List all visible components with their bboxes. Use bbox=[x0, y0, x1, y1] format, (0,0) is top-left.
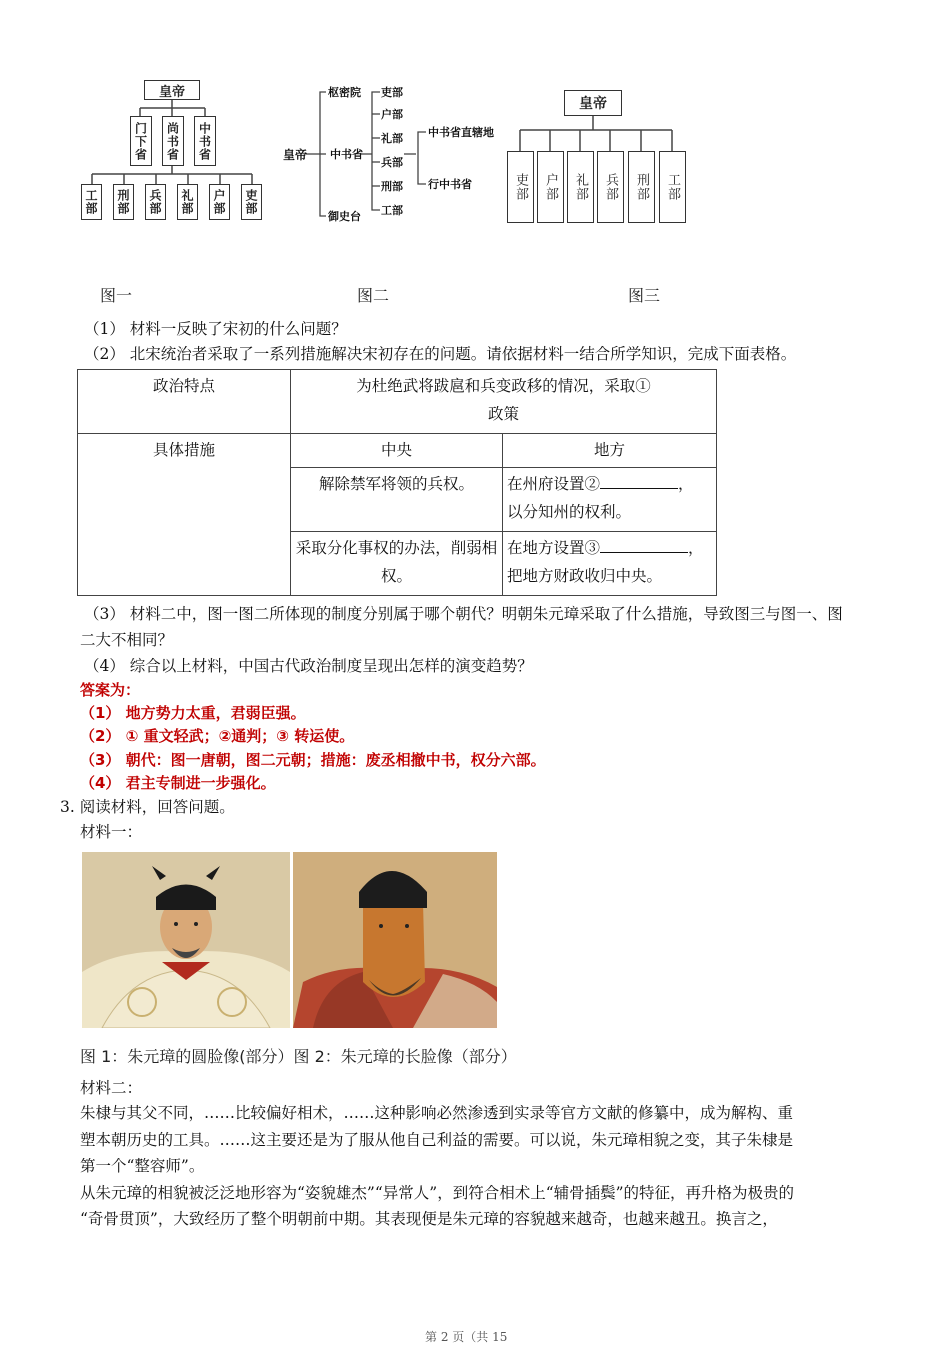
table-local-measure-2: 在地方设置③ ， 把地方财政收归中央。 bbox=[503, 532, 717, 596]
fig2-ministry-label: 吏部 bbox=[381, 86, 403, 99]
fig3-ministry-box: 户部 bbox=[537, 151, 564, 223]
portrait-round-face-image bbox=[82, 852, 290, 1028]
answer-blank-3[interactable] bbox=[600, 536, 688, 553]
answer-3: （3） 朝代：图一唐朝，图二元朝；措施：废丞相撤中书，权分六部。 bbox=[80, 751, 546, 769]
fig1-zhongshu-box: 中书省 bbox=[194, 116, 216, 166]
fig2-branch-label: 中书省 bbox=[330, 148, 363, 161]
material-2-p1-line-3: 第一个“整容师”。 bbox=[80, 1157, 205, 1175]
portraits-caption: 图 1：朱元璋的圆脸像(部分）图 2：朱元璋的长脸像（部分） bbox=[80, 1047, 517, 1066]
fig3-ministry-box: 礼部 bbox=[567, 151, 594, 223]
fig1-emperor-box: 皇帝 bbox=[144, 80, 200, 100]
question-1: （1） 材料一反映了宋初的什么问题？ bbox=[84, 320, 347, 338]
figure-1-caption: 图一 bbox=[100, 286, 133, 305]
figure-2-connectors bbox=[280, 80, 500, 220]
figure-3-caption: 图三 bbox=[628, 286, 661, 305]
answer-1: （1） 地方势力太重，君弱臣强。 bbox=[80, 704, 306, 722]
fig3-ministry-box: 工部 bbox=[659, 151, 686, 223]
fig3-ministry-box: 刑部 bbox=[628, 151, 655, 223]
question-3-line-2: 二大不相同？ bbox=[80, 631, 174, 649]
fig2-ministry-label: 户部 bbox=[381, 108, 403, 121]
answer-4: （4） 君主专制进一步强化。 bbox=[80, 774, 276, 792]
answer-blank-2[interactable] bbox=[600, 472, 678, 489]
fig1-ministry-box: 工部 bbox=[81, 184, 102, 220]
question-2: （2） 北宋统治者采取了一系列措施解决宋初存在的问题。请依据材料一结合所学知识，完成下面表格。 bbox=[84, 345, 797, 363]
material-2-p2-line-1: 从朱元璋的相貌被泛泛地形容为“姿貌雄杰”“异常人”，到符合相术上“辅骨插鬓”的特征，再升格为极贵的 bbox=[80, 1184, 795, 1202]
portrait-long-face-image bbox=[293, 852, 497, 1028]
fig1-ministry-box: 户部 bbox=[209, 184, 230, 220]
page-footer: 第 2 页（共 15 bbox=[425, 1330, 508, 1344]
fig1-ministry-box: 兵部 bbox=[145, 184, 166, 220]
table-political-feature: 为杜绝武将跋扈和兵变政移的情况，采取① 政策 bbox=[291, 370, 717, 434]
fig2-emperor-label: 皇帝 bbox=[283, 148, 308, 162]
fig1-ministry-box: 刑部 bbox=[113, 184, 134, 220]
fig1-ministry-box: 吏部 bbox=[241, 184, 262, 220]
material-2-p2-line-2: “奇骨贯顶”，大致经历了整个明朝前中期。其表现便是朱元璋的容貌越来越奇，也越来越丑。换言之， bbox=[80, 1210, 778, 1228]
fig2-branch-label: 枢密院 bbox=[328, 86, 361, 99]
question-4: （4） 综合以上材料，中国古代政治制度呈现出怎样的演变趋势？ bbox=[84, 657, 533, 675]
material-2-label: 材料二： bbox=[80, 1079, 143, 1097]
table-header-local: 地方 bbox=[503, 434, 717, 468]
answer-2: （2） ① 重文轻武；②通判；③ 转运使。 bbox=[80, 727, 355, 745]
table-local-measure-1: 在州府设置② ， 以分知州的权利。 bbox=[503, 468, 717, 532]
table-center-measure-1: 解除禁军将领的兵权。 bbox=[291, 468, 503, 532]
measures-table bbox=[77, 369, 717, 596]
material-1-label: 材料一： bbox=[80, 823, 143, 841]
fig2-region-label: 行中书省 bbox=[428, 178, 472, 191]
fig2-ministry-label: 礼部 bbox=[381, 132, 403, 145]
material-2-p1-line-1: 朱棣与其父不同，……比较偏好相术，……这种影响必然渗透到实录等官方文献的修纂中，成为解构、重 bbox=[80, 1104, 794, 1122]
fig3-emperor-box: 皇帝 bbox=[564, 90, 622, 116]
fig3-ministry-box: 兵部 bbox=[597, 151, 624, 223]
table-label-measures: 具体措施 bbox=[78, 434, 291, 596]
portrait-round-face-drawing bbox=[82, 852, 290, 1028]
table-center-measure-2: 采取分化事权的办法，削弱相权。 bbox=[291, 532, 503, 596]
table-header-center: 中央 bbox=[291, 434, 503, 468]
fig2-ministry-label: 工部 bbox=[381, 204, 403, 217]
fig3-ministry-box: 吏部 bbox=[507, 151, 534, 223]
section-3-heading: 3. 阅读材料，回答问题。 bbox=[60, 798, 235, 816]
figure-2-caption: 图二 bbox=[357, 286, 390, 305]
fig2-ministry-label: 兵部 bbox=[381, 156, 403, 169]
fig1-menxia-box: 门下省 bbox=[130, 116, 152, 166]
answer-title: 答案为： bbox=[80, 681, 141, 699]
question-3-line-1: （3） 材料二中，图一图二所体现的制度分别属于哪个朝代？明朝朱元璋采取了什么措施，导致图三与图一、图 bbox=[84, 605, 843, 623]
fig1-ministry-box: 礼部 bbox=[177, 184, 198, 220]
portrait-long-face-drawing bbox=[293, 852, 497, 1028]
fig2-ministry-label: 刑部 bbox=[381, 180, 403, 193]
fig2-region-label: 中书省直辖地 bbox=[428, 126, 494, 139]
fig2-branch-label: 御史台 bbox=[328, 210, 361, 223]
table-label-political: 政治特点 bbox=[78, 370, 291, 434]
material-2-p1-line-2: 塑本朝历史的工具。……这主要还是为了服从他自己利益的需要。可以说，朱元璋相貌之变，其子朱棣是 bbox=[80, 1131, 794, 1149]
fig1-shangshu-box: 尚书省 bbox=[162, 116, 184, 166]
